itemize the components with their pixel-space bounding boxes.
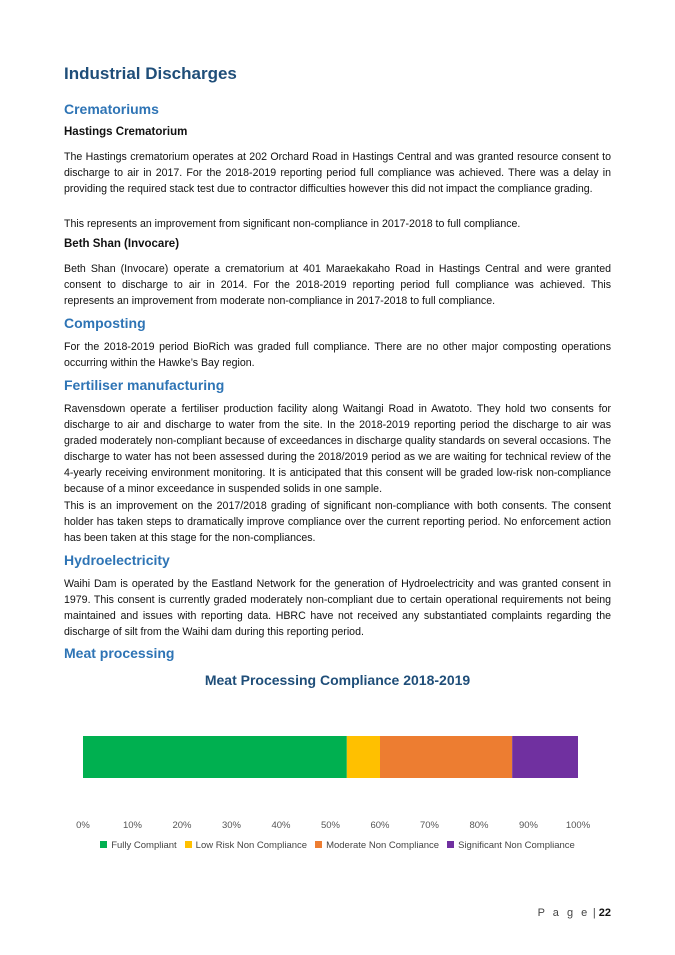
composting-section: [64, 315, 611, 331]
x-tick-label: 90%: [518, 820, 539, 831]
legend-swatch: [447, 841, 454, 848]
chart-legend: [64, 840, 611, 851]
legend-label: Significant Non Compliance: [458, 840, 575, 851]
section-heading-hydroelectricity: Hydroelectricity: [64, 552, 170, 568]
bethshan-text: [64, 261, 611, 309]
paragraph-hastings-1: The Hastings crematorium operates at 202 Orchard Road in Hastings Central and was granted resource consent to discharge to air in 2017. For the 2018-2019 reporting period full compliance was achieved. There was a delay in providing the required stack test due to contractor difficulties however this did not impact the compliance grading.: [64, 151, 611, 195]
paragraph-fertiliser-1: Ravensdown operate a fertiliser production facility along Waitangi Road in Awatoto. They hold two consents for discharge to air and discharge to water from the site. In the 2018-2019 reporting period the discharge to air was graded moderately non-compliant because of exceedances in discharge quality standards on several occasions. The discharge to water has not been assessed during the 2018/2019 period as we are waiting for technical review of the 4-yearly receiving environment monitoring. It is anticipated that this consent will be graded low-risk non-compliance because of a minor exceedance in suspended solids in one sample.: [64, 403, 611, 495]
hydro-section: [64, 552, 611, 568]
section-heading-meat-processing: Meat processing: [64, 645, 175, 661]
hastings-text-2: [64, 216, 611, 232]
paragraph-hydroelectricity: Waihi Dam is operated by the Eastland Network for the generation of Hydroelectricity and was granted consent in 1979. This consent is currently graded moderately non-compliant due to certain operational requirements not being maintained and issues with reporting data. HBRC have not received any substantiated complaints regarding the discharge of silt from the Waihi dam during this reporting period.: [64, 578, 611, 638]
hastings-text: [64, 149, 611, 197]
subheading-beth-shan: Beth Shan (Invocare): [64, 238, 180, 250]
legend-item-low-risk-non-compliance: [185, 840, 307, 851]
x-tick-label: 20%: [172, 820, 192, 831]
paragraph-beth-shan: Beth Shan (Invocare) operate a crematorium at 401 Maraekakaho Road in Hastings Central and were granted consent to discharge to air in 2014. For the 2018-2019 reporting period full compliance was achieved. This represents an improvement from moderate non-compliance in 2017-2018 to full compliance.: [64, 263, 611, 307]
section-heading-fertiliser: Fertiliser manufacturing: [64, 377, 225, 393]
page-number: 22: [598, 907, 611, 919]
x-tick-label: 0%: [76, 820, 90, 831]
paragraph-composting: For the 2018-2019 period BioRich was graded full compliance. There are no other major composting operations occurring within the Hawke’s Bay region.: [64, 341, 611, 369]
section-heading-crematoriums: Crematoriums: [64, 101, 159, 117]
x-tick-label: 50%: [320, 820, 341, 831]
x-tick-label: 70%: [419, 820, 440, 831]
page-label: P a g e: [537, 907, 590, 919]
bar-segment-low-risk-non-compliance: [347, 736, 380, 778]
section-heading-composting: Composting: [64, 315, 146, 331]
hydro-text: [64, 576, 611, 640]
bar-segment-moderate-non-compliance: [380, 736, 512, 778]
legend-item-moderate-non-compliance: [315, 840, 439, 851]
page-footer: [538, 907, 611, 919]
legend-swatch: [315, 841, 322, 848]
bar-segment-fully-compliant: [83, 736, 347, 778]
bethshan-block: [64, 238, 611, 250]
chart-title: Meat Processing Compliance 2018-2019: [204, 672, 471, 688]
paragraph-fertiliser-2: This is an improvement on the 2017/2018 grading of significant non-compliance with both consents. The consent holder has taken steps to dramatically improve compliance over the current reporting period. No enforcement action has been taken at this stage for the non-compliances.: [64, 500, 611, 544]
legend-label: Moderate Non Compliance: [326, 840, 440, 851]
meat-section: [64, 645, 611, 661]
legend-swatch: [185, 841, 192, 848]
bar-segment-significant-non-compliance: [512, 736, 578, 778]
fertiliser-text: [64, 401, 611, 497]
legend-swatch: [100, 841, 107, 848]
subheading-hastings-crematorium: Hastings Crematorium: [64, 126, 188, 138]
fertiliser-text-2: [64, 498, 611, 546]
x-tick-label: 60%: [370, 820, 390, 831]
x-tick-label: 10%: [122, 820, 143, 831]
legend-label: Low Risk Non Compliance: [195, 840, 308, 851]
page-separator: |: [592, 907, 596, 919]
paragraph-hastings-2: This represents an improvement from significant non-compliance in 2017-2018 to full compliance.: [64, 218, 521, 230]
fertiliser-section: [64, 377, 611, 393]
hastings-block: [64, 126, 611, 138]
x-tick-label: 40%: [271, 820, 291, 831]
legend-item-significant-non-compliance: [447, 840, 575, 851]
legend-label: Fully Compliant: [111, 840, 177, 851]
legend-item-fully-compliant: [100, 840, 176, 851]
crematoriums-section: [64, 101, 611, 117]
stacked-bar-chart: [64, 700, 611, 840]
page-title: Industrial Discharges: [64, 64, 237, 83]
composting-text: [64, 339, 611, 371]
x-tick-label: 30%: [221, 820, 242, 831]
x-tick-label: 80%: [469, 820, 489, 831]
x-tick-label: 100%: [565, 820, 591, 831]
